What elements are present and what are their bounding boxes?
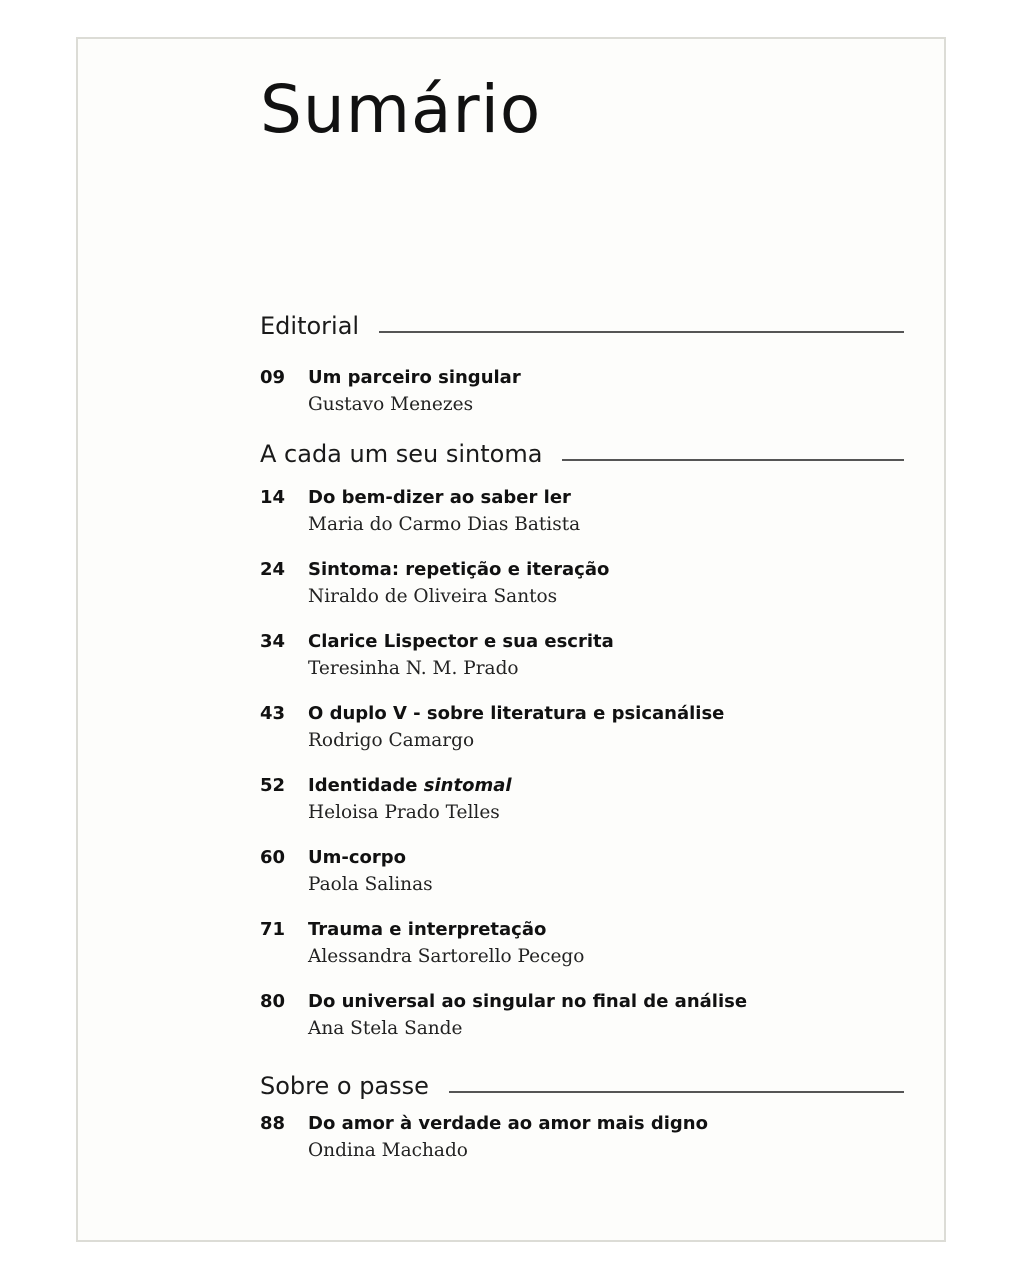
entry-page-number: 24 <box>260 559 286 580</box>
entry-title: Do universal ao singular no final de análise <box>308 991 748 1012</box>
toc-entry <box>260 631 904 679</box>
entry-title <box>308 775 512 796</box>
toc-entry <box>260 775 904 823</box>
toc-entry <box>260 367 904 415</box>
entry-title: Trauma e interpretação <box>308 919 547 940</box>
entry-page-number: 09 <box>260 367 286 388</box>
toc-entry <box>260 487 904 535</box>
toc-entry <box>260 919 904 967</box>
entry-author: Alessandra Sartorello Pecego <box>308 946 585 967</box>
entry-title: Um parceiro singular <box>308 367 521 388</box>
section-title: A cada um seu sintoma <box>260 440 543 468</box>
section-header-a-cada-um-seu-sintoma <box>260 442 904 466</box>
entry-page-number: 60 <box>260 847 286 868</box>
entry-page-number: 43 <box>260 703 286 724</box>
entry-author: Teresinha N. M. Prado <box>308 658 519 679</box>
entry-title: Do bem-dizer ao saber ler <box>308 487 571 508</box>
entry-title: Clarice Lispector e sua escrita <box>308 631 614 652</box>
entry-title: Um-corpo <box>308 847 407 868</box>
entry-author: Rodrigo Camargo <box>308 730 475 751</box>
entry-page-number: 34 <box>260 631 286 652</box>
entry-author: Gustavo Menezes <box>308 394 474 415</box>
entry-title-italic: sintomal <box>423 775 512 796</box>
toc-entry <box>260 847 904 895</box>
entry-author: Paola Salinas <box>308 874 433 895</box>
section-header-sobre-o-passe <box>260 1074 904 1098</box>
entry-page-number: 71 <box>260 919 286 940</box>
page-title: Sumário <box>260 71 542 148</box>
entry-page-number: 88 <box>260 1113 286 1134</box>
toc-entry <box>260 559 904 607</box>
entry-title: O duplo V - sobre literatura e psicanálise <box>308 703 725 724</box>
entry-author: Maria do Carmo Dias Batista <box>308 514 581 535</box>
section-divider <box>449 1091 904 1093</box>
entry-author: Ondina Machado <box>308 1140 468 1161</box>
entry-title: Do amor à verdade ao amor mais digno <box>308 1113 708 1134</box>
entry-page-number: 14 <box>260 487 286 508</box>
toc-entry <box>260 991 904 1039</box>
section-divider <box>562 459 904 461</box>
entry-author: Ana Stela Sande <box>308 1018 463 1039</box>
section-title: Editorial <box>260 312 360 340</box>
section-divider <box>379 331 904 333</box>
toc-entry <box>260 1113 904 1161</box>
toc-entry <box>260 703 904 751</box>
entry-title: Sintoma: repetição e iteração <box>308 559 610 580</box>
entry-title-text: Identidade <box>308 775 424 796</box>
section-header-editorial <box>260 314 904 338</box>
section-title: Sobre o passe <box>260 1072 429 1100</box>
entry-page-number: 52 <box>260 775 286 796</box>
document-page <box>76 37 946 1242</box>
entry-author: Heloisa Prado Telles <box>308 802 500 823</box>
entry-author: Niraldo de Oliveira Santos <box>308 586 558 607</box>
entry-page-number: 80 <box>260 991 286 1012</box>
